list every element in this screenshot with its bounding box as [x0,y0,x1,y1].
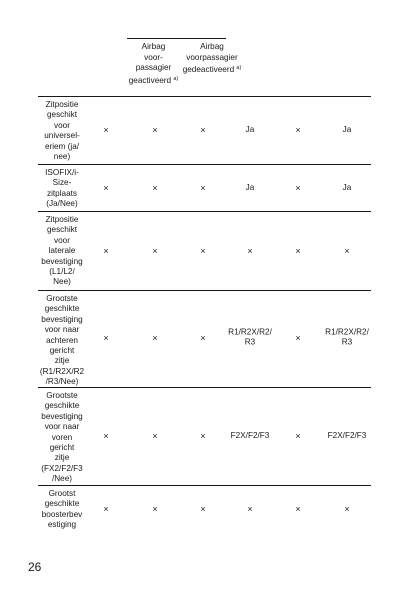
table-cell: F2X/F2/F3 [327,430,367,440]
table-cell: × [152,245,158,256]
table-cell: R1/R2X/R2/ R3 [228,327,272,347]
table-cell: × [152,430,158,441]
table-cell: × [344,245,350,256]
row-label: Grootste geschikte bevestiging voor naar voren gericht zitje (FX2/F2/F3 /Nee) [41,391,83,484]
table-cell: × [103,124,109,135]
row-label: Grootste geschikte bevestiging voor naar achteren gericht zitje (R1/R2X/R2 /R3/Nee) [39,294,85,387]
table-cell: × [295,503,301,514]
page-number: 26 [28,560,42,574]
table-cell: × [103,332,109,343]
table-cell: × [200,503,206,514]
column-header-airbag-off: Airbag voorpassagier gedeactiveerd $^{a)}$ [182,42,242,74]
table-cell: × [247,503,253,514]
footnote-marker: a) [173,75,179,82]
table-cell: × [152,503,158,514]
table-cell: R1/R2X/R2/ R3 [325,327,369,347]
table-cell: × [247,245,253,256]
table-cell: × [200,124,206,135]
table-cell: × [200,182,206,193]
table-cell: × [152,182,158,193]
table-rule [38,96,371,97]
table-cell: F2X/F2/F3 [230,430,270,440]
table-rule [38,211,371,212]
table-cell: × [295,182,301,193]
table-cell: Ja [245,182,255,192]
table-rule [38,290,371,291]
table-cell: × [200,332,206,343]
table-cell: × [295,430,301,441]
column-header-airbag-on: Airbag voor- passagier geactiveerd $^{a)}$ [128,42,179,85]
row-label: Zitpositie geschikt voor laterale bevestiging (L1/L2/ Nee) [41,215,83,287]
table-cell: × [344,503,350,514]
table-cell: × [200,430,206,441]
table-cell: Ja [342,182,352,192]
table-cell: × [103,245,109,256]
table-rule [38,164,371,165]
table-cell: × [152,332,158,343]
row-label: Grootst geschikte boosterbev estiging [41,489,83,530]
row-label: ISOFIX/i- Size- zitplaats (Ja/Nee) [45,168,79,209]
table-cell: × [295,332,301,343]
table-cell: × [152,124,158,135]
header-group-rule [127,38,226,39]
table-cell: × [200,245,206,256]
table-cell: × [103,430,109,441]
table-cell: × [295,124,301,135]
table-cell: × [103,182,109,193]
row-label: Zitpositie geschikt voor universel- eriem (ja/ nee) [44,100,80,162]
table-cell: Ja [245,124,255,134]
table-cell: × [295,245,301,256]
table-cell: Ja [342,124,352,134]
table-cell: × [103,503,109,514]
table-rule [38,485,371,486]
footnote-marker: a) [236,65,242,71]
